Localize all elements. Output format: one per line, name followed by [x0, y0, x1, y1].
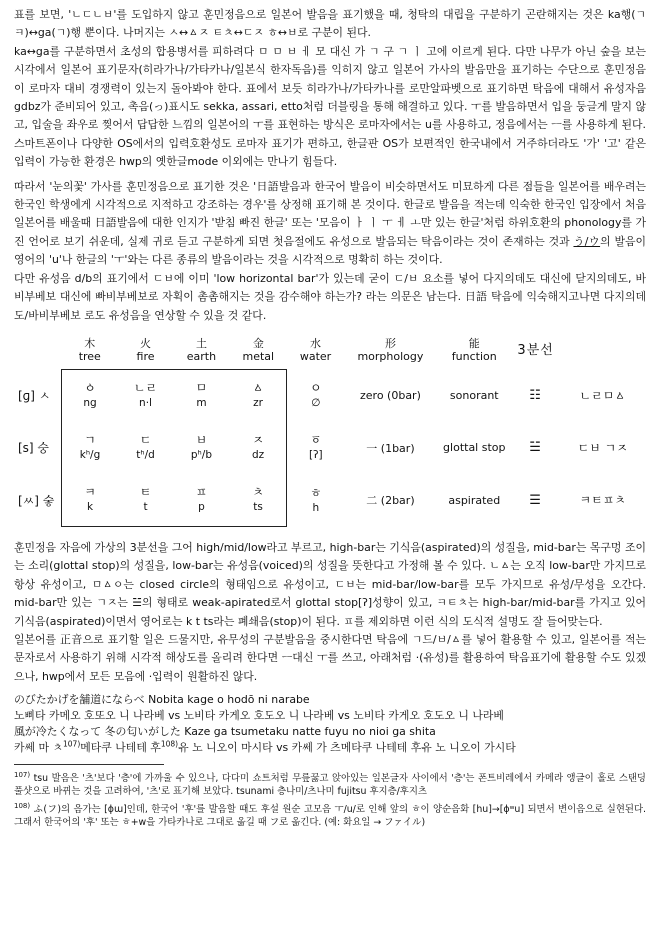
table-cell: ㅍ p	[173, 474, 230, 527]
consonant-table	[18, 331, 646, 527]
table-row	[18, 474, 646, 527]
function-cell: glottal stop	[443, 441, 506, 455]
footnote-107: $^{107)}$ tsu 발음은 '츠'보다 '층'에 가까울 수 있으나, 다다미 쇼트처럼 무릎꿇고 앉아있는 일본글자 사이에서 '층'는 폰트비레에서 카메라 앵글이 홀로 스탠딩 풀샷으로 바뀌는 것을 고려하여, '츠'로 표기해 보았다. tsunami 층나미/츠나미 fujitsu 후지층/후지츠	[14, 771, 646, 798]
paragraph-1: 표를 보면, 'ㄴㄷㄴㅂ'를 도입하지 않고 훈민정음으로 일본어 발음을 표기했을 때, 청탁의 대립을 구분하기 곤란해지는 것은 ka행(ㄱㅋ)↔ga(ㄱ)행 뿐이다. 나머지는 ㅅ↔ㅿㅈ ㅌㅊ↔ㄷㅈ ㅎ↔ㅂ로 구분이 된다.	[14, 8, 646, 40]
table-header-row	[18, 331, 646, 370]
col-header-function: 能 function	[451, 337, 497, 364]
paragraph-2: ka↔ga를 구분하면서 초성의 합용병서를 피하려다 ㅁ ㅁ ㅂ ㅔ 모 대신 가 ㄱ 구 ㄱ ㅣ 고에 이르게 된다. 다만 나무가 아닌 숲을 보는 시각에서 일본어 표기문자(히라가나/가타카나/일본식 한자독음)를 익히지 않고 일본어 가사의 발음만을 표기하는 수단으로 훈민정음이 로마자 대비 경쟁력이 있는지 돌아봐야 한다. 표에서 보듯 히라가나/가타카나를 로만알파벳으로 표기하면 탁음에 대해서 유성자음 gdbz가 준비되어 있고, 촉음(っ)표시도 sekka, assari, etto처럼 더블링을 통해 해결하고 있다. ㅜ를 발음하면서 입을 둥글게 말지 않고, 입술을 좌우로 찢어서 답답한 느낌의 일본어의 ㅜ를 표현하는 방식은 로마자에서는 u를 사용하고, 정음에서는 ㅡ를 사용하게 된다. 스마트폰이나 다양한 OS에서의 입력호환성도 로마자 표기가 편하고, 한글판 OS가 보편적인 한국내에서 거주하더라도 '가' '고' 같은 입력이 가능한 환경은 hwp의 옛한글mode 이외에는 만나기 힘들다.	[14, 44, 646, 169]
table-row	[18, 369, 646, 422]
table-cell: ㄷ tʰ/d	[136, 433, 155, 462]
table-cell: ㅎ h	[309, 485, 322, 514]
table-cell: ㄴㄹ n·l	[118, 369, 173, 422]
lyric-examples	[14, 692, 646, 756]
table-cell: ㅁ m	[173, 369, 230, 422]
paragraph-5: 훈민정음 자음에 가상의 3분선을 그어 high/mid/low라고 부르고, high-bar는 기식음(aspirated)의 성질을, mid-bar는 목구멍 조이는 소리(glottal stop)의 성질을, low-bar는 유성음(voiced)의 성질을 뜻한다고 가정해 볼 수 있다. ㄴㅿ는 오직 low-bar만 가지므로 항상 유성이고, ㅁㅿㅇ는 closed circle의 형태임으로 유성이고, ㄷㅂ는 mid-bar/low-bar를 모두 가지므로 유성/무성을 오간다. mid-bar만 있는 ㄱㅈ는 ☱의 형태로 weak-apirated로서 glottal stop[ʔ]성향이 있고, ㅋㅌㅊ는 high-bar/mid-bar를 가지고 있어 기식음(aspirated)이면서 영어로는 k t ts라는 폐쇄음(stop)이 된다. ㅍ를 제외하면 이런 식의 도식적 설명도 잘 들어맞는다.	[14, 540, 646, 628]
example-line: 風が冷たくなって 冬の匂いがした Kaze ga tsumetaku natte fuyu no nioi ga shita	[14, 725, 436, 739]
consonant-group: ㅋㅌㅍㅊ	[579, 493, 626, 508]
col-header-morphology: 形 morphology	[357, 337, 424, 364]
bar-symbol: ☰	[529, 492, 542, 508]
col-header-water: 水 water	[299, 337, 332, 364]
table-cell: ㅋ k	[62, 474, 118, 527]
table-cell: ㅿ zr	[230, 369, 287, 422]
table-cell: ㅇ ∅	[309, 381, 322, 410]
table-cell: ㄱ kʰ/g	[62, 422, 118, 474]
example-line: 카쎄 마 ㅊ$^{107)}$메타쿠 나테테 후$^{108)}$유 노 니오이 마시타 vs 카쎄 가 츠메타쿠 나테테 후유 노 니오이 가시타	[14, 739, 516, 755]
bar-symbol: ☷	[529, 388, 542, 404]
function-cell: sonorant	[449, 389, 499, 403]
underlined-u-kana: う/ウ	[573, 234, 601, 248]
row-label: [ɡ] ㅅ	[18, 389, 51, 404]
table-cell: ㅊ ts	[230, 474, 287, 527]
example-line: のびたかげを舗道にならべ Nobita kage o hodō ni narabe	[14, 693, 310, 707]
document-page	[14, 6, 646, 831]
col-header-3bar: 3분선	[517, 342, 554, 358]
footnote-divider	[14, 764, 164, 765]
footnote-ref-108[interactable]: 108)	[160, 739, 179, 749]
col-header-fire: 火 fire	[136, 336, 155, 363]
morphology-cell: 二 (2bar)	[366, 494, 415, 508]
col-header-metal: 金 metal	[242, 336, 275, 363]
footnote-108: $^{108)}$ ふ(フ)의 음가는 [ɸɯ]인데, 한국어 '후'를 발음할 때도 후설 원순 고모음 ㅜ/u/로 인해 앞의 ㅎ이 양순음화 [hu]→[ɸʷu] 되면서 변이음으로 실현된다. 그래서 한국어의 '후' 또는 ㅎ+w을 가타카나로 그대로 옮길 때 フ로 옮긴다. (예: 화요일 → ファイル)	[14, 802, 646, 829]
morphology-cell: zero (0bar)	[360, 389, 421, 403]
paragraph-3-text-b: 의 발음이 영어의 'u'나 한글의 'ㅜ'와는 다른 종류의 발음이라는 것을 시각적으로 명확히 하는 것이다.	[14, 234, 647, 267]
example-line: 노삐타 카메오 호또오 니 나라베 vs 노비타 카게오 호도오 니 나라베 vs 노비타 카게오 호도오 니 나라베	[14, 709, 504, 723]
morphology-cell: 一 (1bar)	[366, 441, 415, 455]
table-cell: ㆆ [ʔ]	[309, 433, 323, 462]
col-header-tree: 木 tree	[78, 336, 101, 363]
table-cell: ㅈ dz	[230, 422, 287, 474]
table-cell: ㅌ t	[118, 474, 173, 527]
row-label: [s] 숭	[18, 441, 50, 456]
bar-symbol: ☱	[529, 440, 542, 456]
table-cell: ㅂ pʰ/b	[190, 433, 212, 462]
row-label: [ㅆ] 숳	[18, 493, 55, 508]
paragraph-4: 다만 유성음 d/b의 표기에서 ㄷㅂ에 이미 'low horizontal bar'가 있는데 굳이 ㄷ/ㅂ 요소를 넣어 다지의데도 대신에 닫지의데도, 바비부베보 대신에 빠비부베보로 자획이 촘촘해지는 것을 감수해야 하는가? 라는 의문은 남는다. 日語 탁음에 익숙해지고나면 다지의데도/바비부베보 로도 유성음을 연상할 수 있을 것 같다.	[14, 271, 646, 322]
table-row	[18, 422, 646, 474]
function-cell: aspirated	[448, 493, 501, 507]
col-header-earth: 土 earth	[186, 336, 217, 363]
paragraph-3	[14, 178, 646, 270]
paragraph-6: 일본어를 正音으로 표기할 일은 드물지만, 유무성의 구분발음을 중시한다면 탁음에 ㄱ드/ㅂ/ㅿ를 넣어 활용할 수 있고, 일본어를 적는 문자로서 사용하기 위해 시각적 해상도를 올리려 한다면 ㅡ대신 ㅜ를 쓰고, 아래처럼 ·(유성)를 활용하여 탁음표기에 활용할 수도 있겠으나, hwp에서 모든 모음에 ·입력이 원활하진 않다.	[14, 632, 646, 683]
table-cell: ㆁ ng	[62, 369, 118, 422]
paragraph-3-text-a: 따라서 '눈의꽃' 가사를 훈민정음으로 표기한 것은 '日語발음과 한국어 발음이 비슷하면서도 미묘하게 다른 점들을 일본어를 배우려는 한국인 학생에게 시각적으로 지적하고 강조하는 경우'를 상정해 표기해 본 것이다. 한글로 발음을 적는데 익숙한 한국인 입장에서 처음 일본어를 배울때 日語발음에 대한 인지가 '받침 빠진 한글' 또는 '모음이 ㅏ ㅣ ㅜ ㅔ ㅗ만 있는 한글'처럼 하위호환의 phonology를 가진 언어로 보기 쉬운데, 실제 귀로 듣고 구분하게 되면 첫음절에도 유성으로 발음되는 탁음이라는 것이 존재하는 것과	[14, 179, 646, 248]
consonant-group: ㄷㅂ ㄱㅈ	[577, 440, 628, 455]
footnote-ref-107[interactable]: 107)	[63, 739, 81, 749]
consonant-group: ㄴㄹㅁㅿ	[579, 388, 626, 403]
